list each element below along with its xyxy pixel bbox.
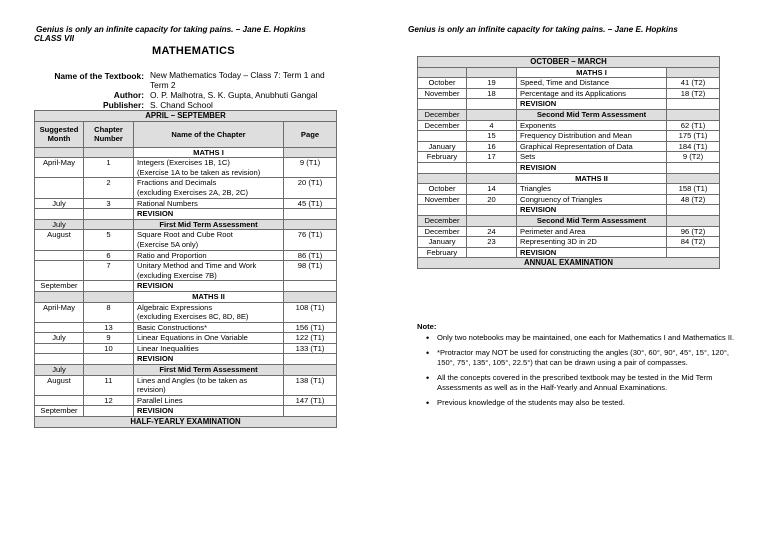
col-header-chapter-name: Name of the Chapter [134,121,284,147]
cell-page [667,215,720,226]
chapter-row [35,250,337,261]
cell-chapter-number: 13 [84,322,134,333]
cell-page [284,147,337,158]
cell-chapter-number [84,219,134,230]
cell-month [35,147,84,158]
syllabus-table-term1 [34,110,337,428]
cell-page [284,406,337,417]
chapter-name-line: Percentage and its Applications [520,88,626,98]
cell-page: 84 (T2) [667,237,720,248]
chapter-row [418,141,720,152]
cell-month [35,250,84,261]
cell-month [418,67,467,78]
chapter-name-line: Square Root and Cube Root [137,230,233,240]
note-item: • All the concepts covered in the prescribed textbook may be tested in the Mid Term Assessments as well as in the Half-Yearly and Annual Examinations. [417,373,737,393]
cell-chapter-name [134,158,284,178]
cell-chapter-name [517,194,667,205]
assessment-title: First Mid Term Assessment [134,219,284,230]
cell-page [284,354,337,365]
chapter-name-line: Frequency Distribution and Mean [520,131,632,141]
cell-chapter-number: 17 [467,152,517,163]
cell-month: February [418,152,467,163]
chapter-name-line: Triangles [520,184,551,194]
cell-chapter-name [134,375,284,395]
section-title: MATHS II [517,173,667,184]
chapter-name-line: Ratio and Proportion [137,250,207,260]
cell-chapter-number [467,247,517,258]
cell-month [418,173,467,184]
cell-chapter-number [84,291,134,302]
revision-label: REVISION [517,99,667,110]
cell-page: 45 (T1) [284,198,337,209]
chapter-name-line: Unitary Method and Time and Work [137,261,257,271]
cell-chapter-number [467,162,517,173]
cell-month: July [35,219,84,230]
chapter-row [35,322,337,333]
cell-chapter-name [517,131,667,142]
cell-month: December [418,120,467,131]
cell-chapter-number: 3 [84,198,134,209]
cell-chapter-number: 5 [84,230,134,250]
chapter-name-line: Fractions and Decimals [137,178,217,188]
chapter-row [35,333,337,344]
revision-row [35,354,337,365]
chapter-name-line: Algebraic Expressions [137,302,213,312]
cell-page: 9 (T1) [284,158,337,178]
revision-label: REVISION [134,281,284,292]
chapter-row [418,152,720,163]
chapter-name-line: Perimeter and Area [520,226,586,236]
chapter-name-line: Representing 3D in 2D [520,237,597,247]
cell-chapter-number [467,215,517,226]
revision-row [418,99,720,110]
cell-page [667,162,720,173]
note-item: • Previous knowledge of the students may also be tested. [417,398,737,408]
cell-chapter-number: 8 [84,302,134,322]
chapter-name-line: Speed, Time and Distance [520,78,610,88]
cell-chapter-name [134,178,284,198]
chapter-name-note: (excluding Exercise 7B) [137,270,217,280]
revision-label: REVISION [134,354,284,365]
assessment-title: Second Mid Term Assessment [517,215,667,226]
revision-label: REVISION [517,162,667,173]
note-item: • *Protractor may NOT be used for constructing the angles (30°, 60°, 90°, 45°, 15°, 120°, 150°, 75°, 135°, 105°, 22.5°) that can be drawn using a pair of compasses. [417,348,737,368]
section-row [35,147,337,158]
cell-chapter-name [517,226,667,237]
revision-label: REVISION [134,406,284,417]
cell-chapter-name [517,78,667,89]
cell-page [667,67,720,78]
cell-chapter-number: 23 [467,237,517,248]
cell-page: 98 (T1) [284,261,337,281]
revision-row [418,205,720,216]
cell-month: November [418,88,467,99]
cell-month: November [418,194,467,205]
cell-chapter-number [84,354,134,365]
cell-chapter-number: 15 [467,131,517,142]
cell-chapter-number: 1 [84,158,134,178]
cell-month: July [35,198,84,209]
cell-month [35,343,84,354]
assessment-row [35,365,337,376]
textbook-name: New Mathematics Today – Class 7: Term 1 and Term 2 [150,70,325,90]
chapter-row [418,88,720,99]
cell-page [284,281,337,292]
cell-month: December [418,215,467,226]
cell-page: 20 (T1) [284,178,337,198]
chapter-name-line: Graphical Representation of Data [520,141,633,151]
chapter-name-note: (excluding Exercises 2A, 2B, 2C) [137,187,248,197]
cell-page: 76 (T1) [284,230,337,250]
publisher-name: S. Chand School [150,100,213,110]
textbook-details [34,71,325,110]
assessment-row [35,219,337,230]
chapter-name-line: Integers (Exercises 1B, 1C) [137,158,230,168]
cell-chapter-number: 16 [467,141,517,152]
cell-month: September [35,281,84,292]
cell-page: 147 (T1) [284,395,337,406]
chapter-row [418,226,720,237]
quote: Genius is only an infinite capacity for taking pains. – Jane E. Hopkins [36,25,306,34]
chapter-row [35,375,337,395]
chapter-name-line: Linear Inequalities [137,343,199,353]
cell-page: 122 (T1) [284,333,337,344]
cell-chapter-number [467,205,517,216]
cell-chapter-name [517,184,667,195]
class-label: CLASS VII [34,34,75,43]
cell-month: September [35,406,84,417]
section-row [35,291,337,302]
cell-month: February [418,247,467,258]
cell-page: 62 (T1) [667,120,720,131]
cell-page: 86 (T1) [284,250,337,261]
cell-chapter-number [84,209,134,220]
chapter-name-line: Basic Constructions* [137,322,208,332]
cell-month: January [418,141,467,152]
note-item: • Only two notebooks may be maintained, one each for Mathematics I and Mathematics II. [417,333,737,343]
chapter-name-line: Parallel Lines [137,395,183,405]
cell-chapter-number [467,67,517,78]
cell-chapter-name [134,322,284,333]
cell-chapter-number [84,365,134,376]
chapter-row [35,343,337,354]
cell-page [667,247,720,258]
cell-chapter-name [134,250,284,261]
cell-month [35,261,84,281]
quote: Genius is only an infinite capacity for taking pains. – Jane E. Hopkins [408,25,678,34]
cell-page [284,209,337,220]
cell-month: December [418,226,467,237]
exam-title: ANNUAL EXAMINATION [418,258,720,269]
cell-month: January [418,237,467,248]
cell-month [35,291,84,302]
cell-chapter-name [517,88,667,99]
cell-page [667,109,720,120]
cell-chapter-number: 11 [84,375,134,395]
cell-chapter-name [134,261,284,281]
chapter-name-line: Exponents [520,120,556,130]
chapter-name-line: Sets [520,152,536,162]
cell-month: July [35,365,84,376]
cell-chapter-name [134,395,284,406]
cell-page [284,219,337,230]
author-name: O. P. Malhotra, S. K. Gupta, Anubhuti Gangal [150,90,318,100]
cell-chapter-name [134,198,284,209]
revision-label: REVISION [134,209,284,220]
revision-row [35,209,337,220]
cell-page: 48 (T2) [667,194,720,205]
cell-page: 158 (T1) [667,184,720,195]
cell-chapter-number: 7 [84,261,134,281]
cell-page: 156 (T1) [284,322,337,333]
cell-page: 184 (T1) [667,141,720,152]
cell-page: 133 (T1) [284,343,337,354]
chapter-row [35,198,337,209]
section-title: MATHS II [134,291,284,302]
cell-page: 108 (T1) [284,302,337,322]
period-heading: APRIL – SEPTEMBER [35,111,337,122]
assessment-title: First Mid Term Assessment [134,365,284,376]
assessment-row [418,215,720,226]
chapter-row [418,78,720,89]
exam-row [35,417,337,428]
cell-chapter-number: 2 [84,178,134,198]
revision-row [35,281,337,292]
revision-label: REVISION [517,247,667,258]
cell-month: October [418,184,467,195]
cell-page: 41 (T2) [667,78,720,89]
cell-chapter-number: 10 [84,343,134,354]
col-header-page: Page [284,121,337,147]
revision-row [418,162,720,173]
chapter-name-note: (Exercise 5A only) [137,239,199,249]
cell-month [35,395,84,406]
cell-chapter-name [517,141,667,152]
subject-title: MATHEMATICS [152,45,235,57]
cell-chapter-number: 20 [467,194,517,205]
cell-month [418,205,467,216]
chapter-row [35,261,337,281]
chapter-row [418,237,720,248]
cell-chapter-number: 14 [467,184,517,195]
cell-page: 138 (T1) [284,375,337,395]
chapter-name-line: Congruency of Triangles [520,194,603,204]
col-header-chapter-number: Chapter Number [84,121,134,147]
section-title: MATHS I [517,67,667,78]
revision-row [418,247,720,258]
author-label: Author: [113,90,144,100]
cell-page: 175 (T1) [667,131,720,142]
exam-title: HALF-YEARLY EXAMINATION [35,417,337,428]
cell-chapter-name [517,120,667,131]
cell-chapter-number [467,99,517,110]
chapter-name-line: Linear Equations in One Variable [137,333,248,343]
cell-month: August [35,230,84,250]
revision-label: REVISION [517,205,667,216]
cell-chapter-name [134,230,284,250]
publisher-label: Publisher: [103,100,144,110]
cell-chapter-number [84,281,134,292]
textbook-label: Name of the Textbook: [54,71,144,81]
cell-chapter-name [134,302,284,322]
cell-chapter-name [517,237,667,248]
cell-chapter-number: 24 [467,226,517,237]
cell-chapter-number: 19 [467,78,517,89]
cell-month [35,209,84,220]
section-row [418,67,720,78]
cell-chapter-name [517,152,667,163]
cell-month [418,162,467,173]
cell-chapter-number: 12 [84,395,134,406]
cell-chapter-number [84,406,134,417]
chapter-name-line: Rational Numbers [137,198,198,208]
chapter-row [418,120,720,131]
cell-month [418,99,467,110]
cell-month: October [418,78,467,89]
assessment-row [418,109,720,120]
cell-month: December [418,109,467,120]
chapter-name-note: revision) [137,385,166,395]
cell-month: July [35,333,84,344]
chapter-name-note: (Exercise 1A to be taken as revision) [137,167,261,177]
chapter-row [35,158,337,178]
cell-page: 9 (T2) [667,152,720,163]
cell-month [418,131,467,142]
section-title: MATHS I [134,147,284,158]
assessment-title: Second Mid Term Assessment [517,109,667,120]
cell-chapter-name [134,343,284,354]
chapter-row [35,230,337,250]
cell-month: August [35,375,84,395]
cell-page: 96 (T2) [667,226,720,237]
cell-chapter-number [467,173,517,184]
notes-title: Note: [417,322,437,331]
chapter-row [35,178,337,198]
syllabus-table-term2 [417,56,720,269]
cell-month: April-May [35,158,84,178]
cell-chapter-name [134,333,284,344]
cell-page [667,173,720,184]
cell-month [35,354,84,365]
chapter-name-line: Lines and Angles (to be taken as [137,375,248,385]
section-row [418,173,720,184]
cell-page [284,365,337,376]
cell-page [667,205,720,216]
chapter-row [418,184,720,195]
cell-chapter-number: 6 [84,250,134,261]
cell-chapter-number: 4 [467,120,517,131]
cell-page [667,99,720,110]
cell-chapter-number: 18 [467,88,517,99]
chapter-row [418,194,720,205]
chapter-row [35,302,337,322]
cell-page: 18 (T2) [667,88,720,99]
notes [417,322,737,413]
cell-month [35,322,84,333]
cell-chapter-number: 9 [84,333,134,344]
exam-row [418,258,720,269]
cell-page [284,291,337,302]
chapter-row [35,395,337,406]
cell-chapter-number [467,109,517,120]
col-header-month: Suggested Month [35,121,84,147]
chapter-row [418,131,720,142]
cell-chapter-number [84,147,134,158]
period-heading: OCTOBER – MARCH [418,57,720,68]
cell-month: April-May [35,302,84,322]
revision-row [35,406,337,417]
notes-list [417,333,737,408]
cell-month [35,178,84,198]
chapter-name-note: (excluding Exercises 8C, 8D, 8E) [137,312,249,322]
